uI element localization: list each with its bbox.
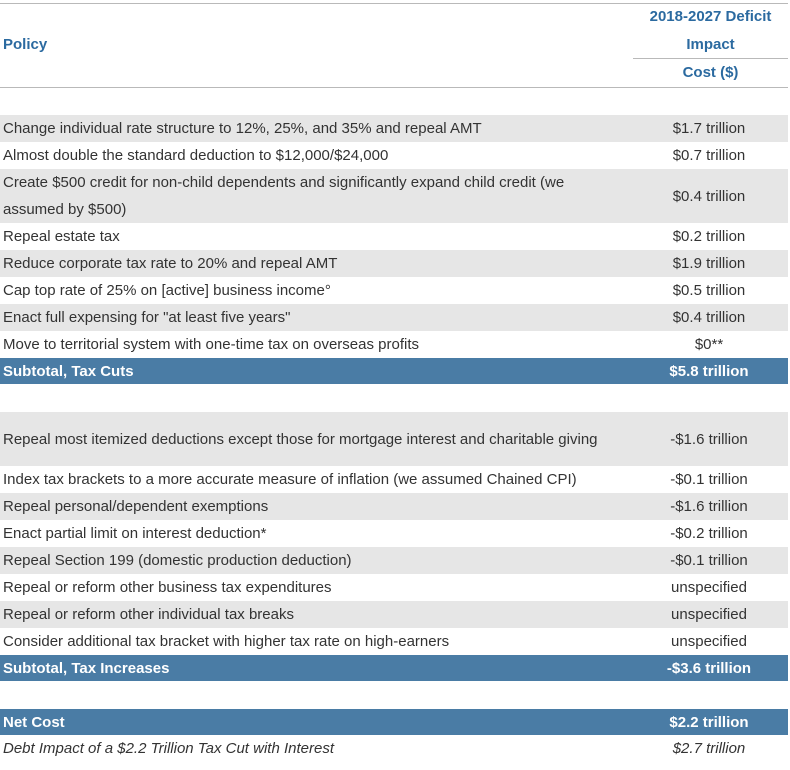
cost-cell: -$0.2 trillion [670,525,748,542]
debt-impact-row [0,735,788,762]
table-row [0,250,788,277]
table-row [0,142,788,169]
header-bottom-rule [0,87,788,88]
policy-cell: Repeal estate tax [3,228,120,245]
table-row [0,223,788,250]
net-cost-label: Net Cost [3,713,65,731]
net-cost-value: $2.2 trillion [669,713,749,731]
policy-cell: Enact full expensing for "at least five years" [3,309,291,326]
header-column-rule [633,58,788,59]
subtotal-value: -$3.6 trillion [666,659,752,677]
policy-column-header: Policy [3,36,48,53]
cost-cell: $1.9 trillion [672,255,746,272]
impact-column-header-line2: Impact [686,36,735,53]
subtotal-label: Subtotal, Tax Cuts [3,362,134,380]
subtotal-tax-increases-row [0,655,788,681]
policy-cell: Repeal or reform other business tax expenditures [3,579,332,596]
policy-cell: Cap top rate of 25% on [active] business income° [3,282,331,299]
policy-cell: Repeal Section 199 (domestic production deduction) [3,552,352,569]
table-row [0,574,788,601]
cost-cell: -$1.6 trillion [670,498,748,515]
subtotal-label: Subtotal, Tax Increases [3,659,170,677]
cost-cell: $0.2 trillion [672,228,746,245]
cost-cell: unspecified [671,579,747,596]
cost-cell: $0.5 trillion [672,282,746,299]
policy-cell: Create $500 credit for non-child dependents and significantly expand child credit (we assumed by $500) [3,174,565,218]
table-row [0,115,788,142]
policy-cell: Change individual rate structure to 12%, 25%, and 35% and repeal AMT [3,120,482,137]
cost-cell: $1.7 trillion [672,120,746,137]
table-row [0,493,788,520]
policy-cell: Index tax brackets to a more accurate measure of inflation (we assumed Chained CPI) [3,471,577,488]
subtotal-tax-cuts-row [0,358,788,384]
table-row [0,628,788,655]
table-row [0,412,788,466]
policy-cell: Almost double the standard deduction to $12,000/$24,000 [3,147,389,164]
cost-column-header: Cost ($) [682,64,739,81]
table-row [0,547,788,574]
cost-cell: $0.7 trillion [672,147,746,164]
cost-cell: -$0.1 trillion [670,471,748,488]
policy-cell: Repeal or reform other individual tax breaks [3,606,294,623]
subtotal-value: $5.8 trillion [669,362,749,380]
policy-cell: Enact partial limit on interest deduction* [3,525,267,542]
cost-cell: unspecified [671,633,747,650]
cost-cell: unspecified [671,606,747,623]
table-row [0,277,788,304]
cost-cell: -$1.6 trillion [670,430,748,448]
policy-cell: Move to territorial system with one-time tax on overseas profits [3,336,419,353]
cost-cell: $0.4 trillion [672,309,746,326]
table-row [0,520,788,547]
debt-impact-label: Debt Impact of a $2.2 Trillion Tax Cut with Interest [3,740,334,757]
policy-cell: Consider additional tax bracket with higher tax rate on high-earners [3,633,450,650]
cost-cell: $0.4 trillion [672,187,746,205]
policy-cell: Reduce corporate tax rate to 20% and repeal AMT [3,255,338,272]
impact-column-header-line1: 2018-2027 Deficit [649,8,772,25]
cost-cell: $0** [694,336,724,353]
net-cost-row [0,709,788,735]
header-top-rule [0,3,788,4]
table-row [0,601,788,628]
table-row [0,169,788,223]
debt-impact-value: $2.7 trillion [672,740,746,757]
table-row [0,304,788,331]
cost-cell: -$0.1 trillion [670,552,748,569]
table-row [0,331,788,358]
table-row [0,466,788,493]
policy-cell: Repeal most itemized deductions except those for mortgage interest and charitable giving [3,430,598,448]
policy-cell: Repeal personal/dependent exemptions [3,498,269,515]
